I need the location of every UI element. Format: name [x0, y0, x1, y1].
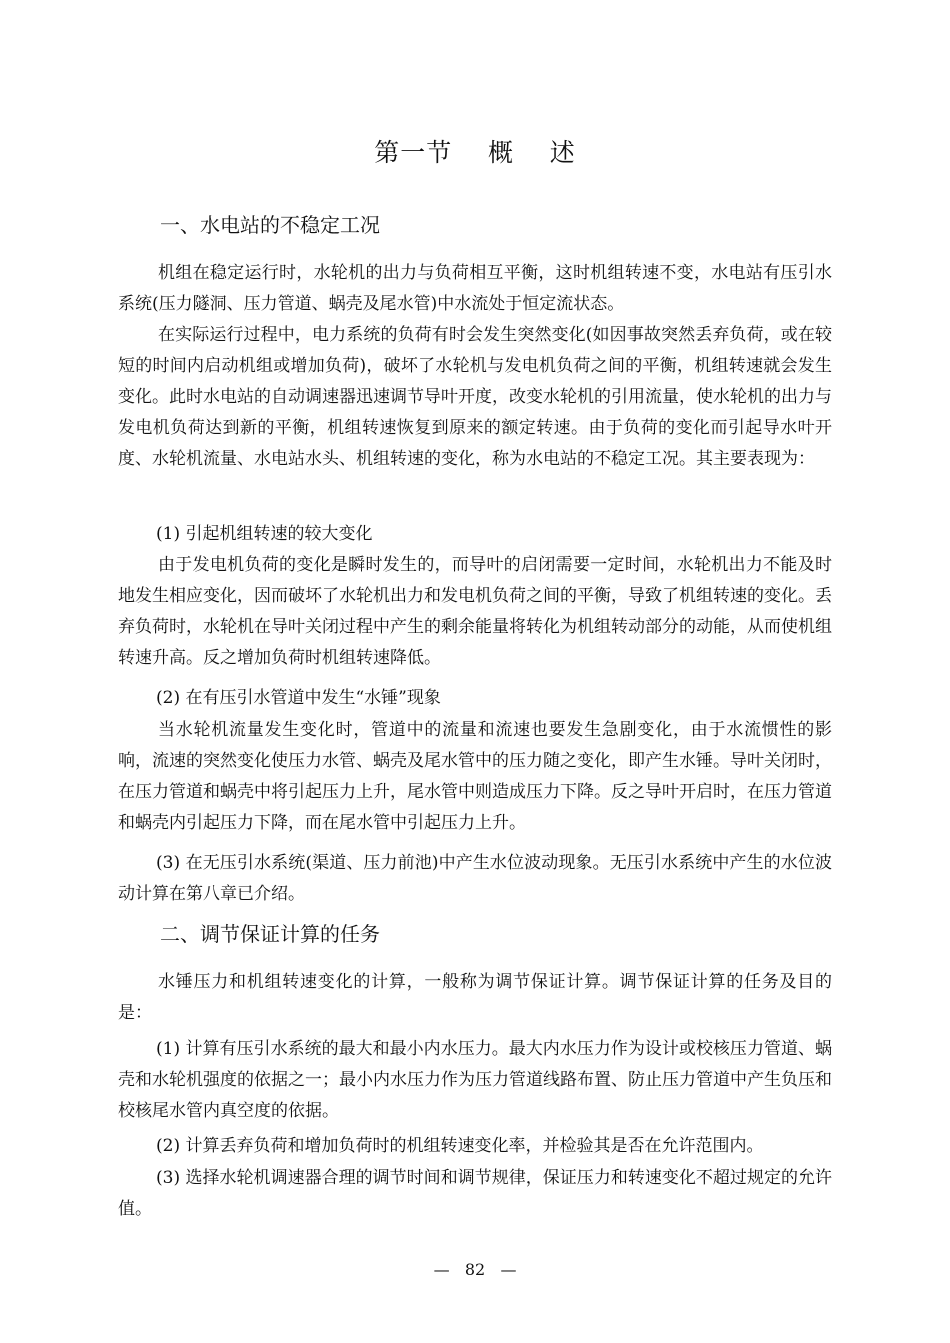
list-item-water-level-fluctuation: (3) 在无压引水系统(渠道、压力前池)中产生水位波动现象。无压引水系统中产生的水位波动计算在第八章已介绍。 [118, 853, 832, 904]
list-item-speed-change-rate: (2) 计算丢弃负荷和增加负荷时的机组转速变化率，并检验其是否在允许范围内。 [156, 1136, 764, 1156]
page-number: — 82 — [433, 1260, 517, 1279]
list-item-speed-change: (1) 引起机组转速的较大变化 [156, 524, 373, 544]
paragraph-regulation-guarantee-intro: 水锤压力和机组转速变化的计算，一般称为调节保证计算。调节保证计算的任务及目的是： [118, 972, 832, 1023]
heading-unsteady-conditions: 一、水电站的不稳定工况 [160, 213, 380, 237]
paragraph-speed-change-detail: 由于发电机负荷的变化是瞬时发生的，而导叶的启闭需要一定时间，水轮机出力不能及时地发生相应变化，因而破坏了水轮机出力和发电机负荷之间的平衡，导致了机组转速的变化。丢弃负荷时，水轮机在导叶关闭过程中产生的剩余能量将转化为机组转动部分的动能，从而使机组转速升高。反之增加负荷时机组转速降低。 [118, 555, 832, 668]
section-title: 第一节 概 述 [374, 138, 576, 167]
list-item-pressure-calculation: (1) 计算有压引水系统的最大和最小内水压力。最大内水压力作为设计或校核压力管道、蜗壳和水轮机强度的依据之一；最小内水压力作为压力管道线路布置、防止压力管道中产生负压和校核尾水管内真空度的依据。 [118, 1039, 832, 1121]
paragraph-load-change: 在实际运行过程中，电力系统的负荷有时会发生突然变化(如因事故突然丢弃负荷，或在较短的时间内启动机组或增加负荷)，破坏了水轮机与发电机负荷之间的平衡，机组转速就会发生变化。此时水电站的自动调速器迅速调节导叶开度，改变水轮机的引用流量，使水轮机的出力与发电机负荷达到新的平衡，机组转速恢复到原来的额定转速。由于负荷的变化而引起导水叶开度、水轮机流量、水电站水头、机组转速的变化，称为水电站的不稳定工况。其主要表现为： [118, 325, 832, 469]
paragraph-steady-operation: 机组在稳定运行时，水轮机的出力与负荷相互平衡，这时机组转速不变，水电站有压引水系统(压力隧洞、压力管道、蜗壳及尾水管)中水流处于恒定流状态。 [118, 263, 832, 314]
list-item-governor-selection: (3) 选择水轮机调速器合理的调节时间和调节规律，保证压力和转速变化不超过规定的允许值。 [118, 1168, 832, 1219]
paragraph-water-hammer-detail: 当水轮机流量发生变化时，管道中的流量和流速也要发生急剧变化，由于水流惯性的影响，流速的突然变化使压力水管、蜗壳及尾水管中的压力随之变化，即产生水锤。导叶关闭时，在压力管道和蜗壳中将引起压力上升，尾水管中则造成压力下降。反之导叶开启时，在压力管道和蜗壳内引起压力下降，而在尾水管中引起压力上升。 [118, 720, 832, 833]
list-item-water-hammer: (2) 在有压引水管道中发生“水锤”现象 [156, 688, 441, 708]
heading-regulation-guarantee-tasks: 二、调节保证计算的任务 [160, 922, 380, 946]
